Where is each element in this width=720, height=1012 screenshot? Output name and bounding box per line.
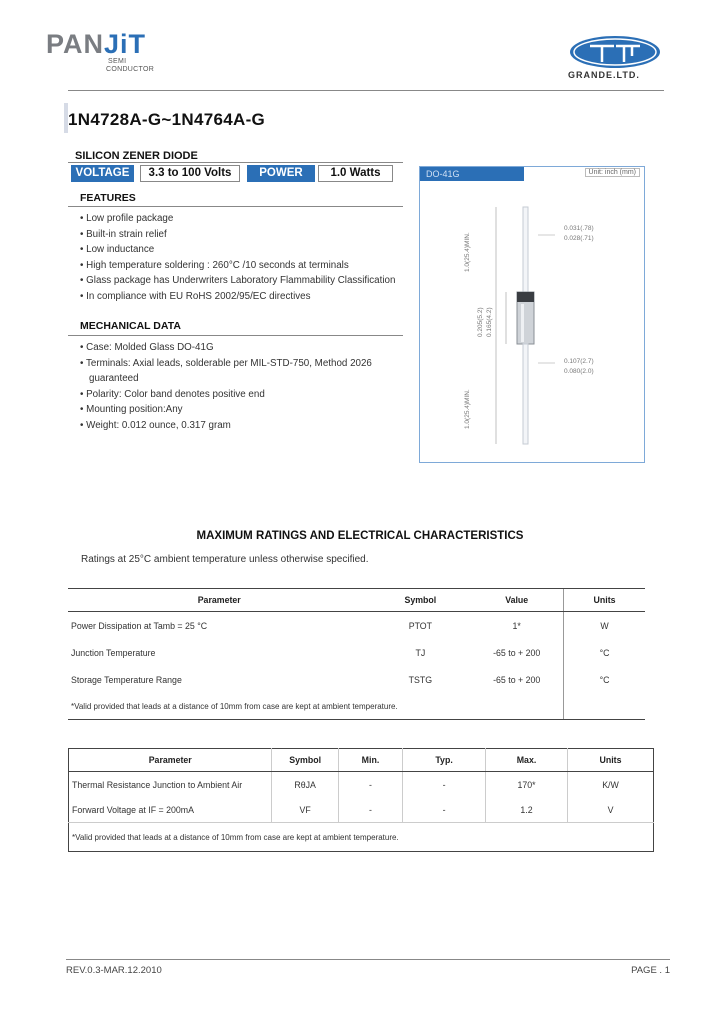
- footer-rule: [66, 959, 670, 960]
- table-header: Symbol: [272, 749, 338, 772]
- table-footnote: *Valid provided that leads at a distance of 10mm from case are kept at ambient temperature.: [68, 693, 564, 720]
- lead-diameter-dims: 0.031(.78) 0.028(.71): [564, 225, 594, 242]
- table-header: Typ.: [403, 749, 486, 772]
- package-panel: [419, 166, 645, 463]
- ratings-title: MAXIMUM RATINGS AND ELECTRICAL CHARACTERISTICS: [196, 530, 524, 542]
- panjit-logo: PANJiT: [46, 29, 147, 59]
- power-value: 1.0 Watts: [318, 165, 393, 182]
- diode-drawing-icon: [420, 167, 644, 462]
- features-list: [80, 211, 410, 304]
- list-item: • Low inductance: [80, 244, 155, 255]
- lead-length-dim: 1.0(25.4)MIN.: [464, 232, 471, 272]
- mechanical-rule: [68, 335, 403, 336]
- voltage-value: 3.3 to 100 Volts: [140, 165, 240, 182]
- header-rule: [68, 90, 664, 91]
- features-heading: FEATURES: [80, 192, 136, 204]
- body-length-dims: 0.205(5.2) 0.165(4.2): [477, 307, 493, 337]
- table-header: Min.: [338, 749, 402, 772]
- table-header: Max.: [486, 749, 568, 772]
- page-number: PAGE . 1: [631, 965, 670, 976]
- body-diameter-dims: 0.107(2.7) 0.080(2.0): [564, 358, 594, 375]
- package-name: DO-41G: [420, 167, 524, 181]
- grande-logo-text: GRANDE.LTD.: [568, 70, 640, 80]
- mechanical-list: [80, 340, 405, 433]
- ratings-table: [68, 588, 645, 720]
- list-item: • Case: Molded Glass DO-41G: [80, 342, 214, 353]
- table-header: Parameter: [69, 749, 272, 772]
- table-header: Symbol: [370, 589, 470, 612]
- table-row: Power Dissipation at Tamb = 25 °C PTOT 1* W: [68, 612, 645, 640]
- list-item: • Glass package has Underwriters Laboratory Flammability Classification: [80, 275, 396, 286]
- list-item: • Mounting position:Any: [80, 404, 183, 415]
- table-row: Thermal Resistance Junction to Ambient Air RθJA - - 170* K/W: [69, 772, 654, 798]
- voltage-label: VOLTAGE: [71, 165, 134, 182]
- characteristics-table: [68, 748, 654, 852]
- table-header: Units: [568, 749, 654, 772]
- list-item: • In compliance with EU RoHS 2002/95/EC directives: [80, 290, 311, 302]
- table-row: Storage Temperature Range TSTG -65 to + 200 °C: [68, 666, 645, 693]
- lower-lead-length-dim: 1.0(25.4)MIN.: [464, 389, 471, 429]
- power-label: POWER: [247, 165, 315, 182]
- list-item: • High temperature soldering : 260°C /10 seconds at terminals: [80, 259, 349, 271]
- list-item: • Built-in strain relief: [80, 228, 167, 240]
- table-footnote: *Valid provided that leads at a distance of 10mm from case are kept at ambient temperature.: [69, 823, 654, 852]
- ratings-note: Ratings at 25°C ambient temperature unless otherwise specified.: [81, 554, 369, 565]
- part-number-title: 1N4728A-G~1N4764A-G: [68, 110, 266, 129]
- revision-text: REV.0.3-MAR.12.2010: [66, 965, 162, 976]
- package-unit: Unit: inch (mm): [585, 168, 640, 177]
- panjit-logo-subtext: SEMI CONDUCTOR: [106, 58, 155, 73]
- list-item: • Weight: 0.012 ounce, 0.317 gram: [80, 419, 231, 431]
- list-item: • Low profile package: [80, 213, 174, 224]
- table-header: Value: [470, 589, 563, 612]
- list-item: • Polarity: Color band denotes positive end: [80, 388, 265, 400]
- mechanical-heading: MECHANICAL DATA: [80, 320, 181, 332]
- list-item: • Terminals: Axial leads, solderable per MIL-STD-750, Method 2026 guaranteed: [80, 357, 372, 384]
- table-row: Junction Temperature TJ -65 to + 200 °C: [68, 639, 645, 666]
- features-rule: [68, 206, 403, 207]
- grande-logo-icon: [568, 34, 662, 72]
- table-header: Units: [564, 589, 645, 612]
- subtitle-rule: [68, 162, 403, 163]
- table-header: Parameter: [68, 589, 370, 612]
- product-subtitle: SILICON ZENER DIODE: [75, 150, 198, 162]
- table-row: Forward Voltage at IF = 200mA VF - - 1.2 V: [69, 797, 654, 823]
